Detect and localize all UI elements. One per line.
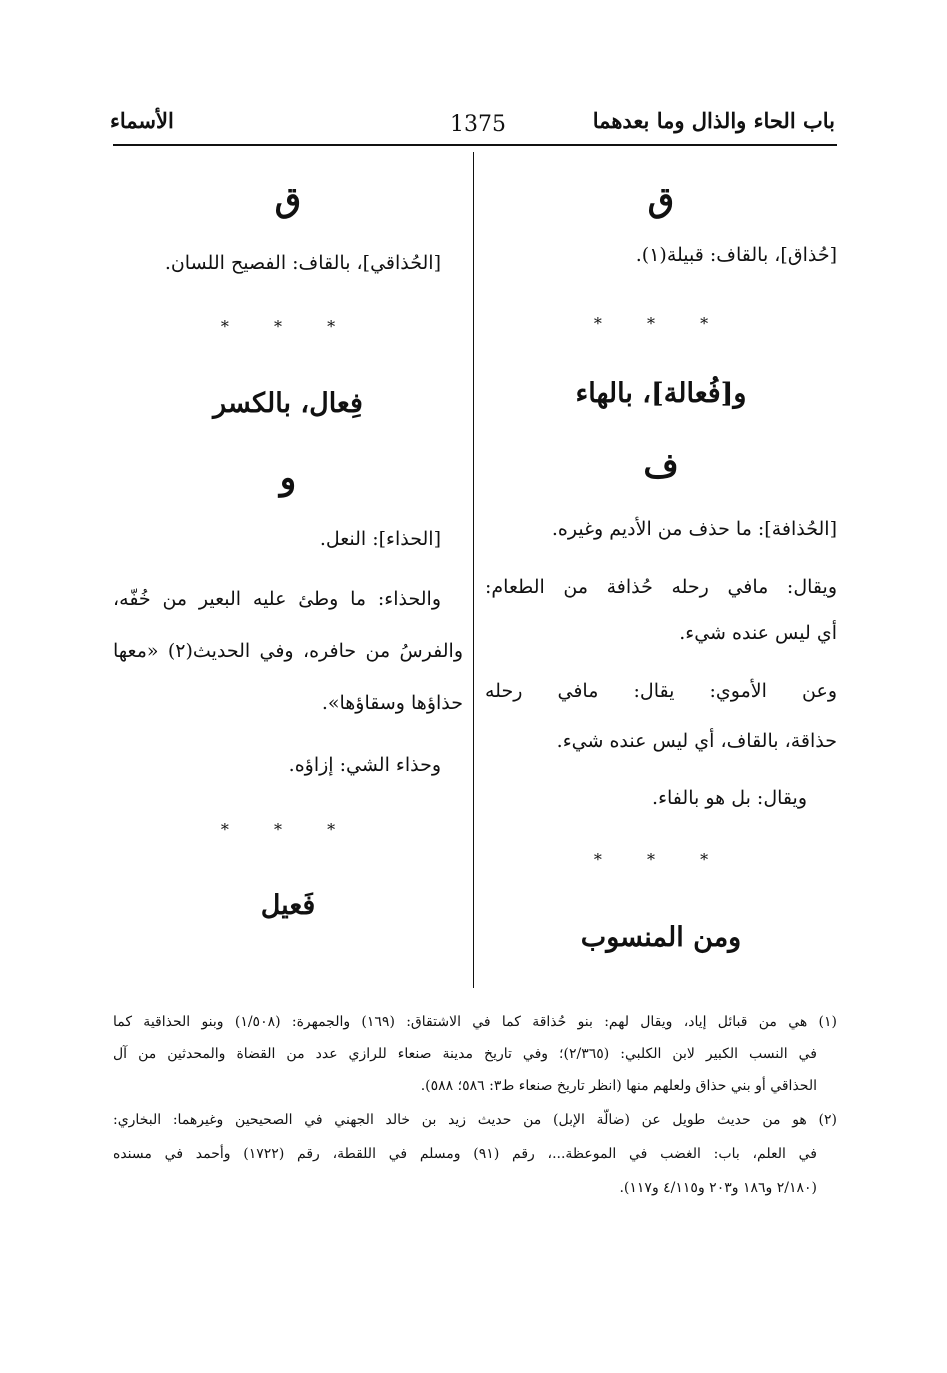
entry-hidha: [الحذاء]: النعل.: [319, 528, 441, 550]
letter-heading-waw: و: [279, 458, 297, 498]
chapter-title: باب الحاء والذال وما بعدهما: [592, 108, 835, 133]
page-header: [110, 108, 835, 144]
separator-stars: * * *: [220, 317, 356, 336]
footnote-line: في النسب الكبير لابن الكلبي: (٢/٣٦٥)؛ وفي تاريخ مدينة صنعاء للرازي عدد من القضاة والمحدثين من آل: [113, 1046, 817, 1062]
text-line: وحذاء الشي: إزاؤه.: [288, 754, 441, 776]
column-divider: [473, 152, 474, 988]
right-column: [485, 150, 837, 990]
footnote-line: (٢/١٨٠ و١٨٦ و٢٠٣ و٤/١١٥ و١١٧).: [619, 1180, 817, 1196]
footnote-line: في العلم، باب: الغضب في الموعظة...، رقم (٩١) ومسلم في اللقطة، رقم (١٧٢٢) وأحمد في مسنده: [113, 1146, 817, 1162]
entry-hudhafa: [الحُذافة]: ما حذف من الأديم وغيره.: [551, 518, 837, 540]
letter-heading-fa: ف: [643, 446, 679, 486]
text-line: والحذاء: ما وطئ عليه البعير من خُفّه،: [113, 588, 441, 610]
separator-stars: * * *: [593, 850, 729, 869]
header-rule: [113, 144, 837, 146]
text-line: أي ليس عنده شيء.: [679, 622, 837, 644]
letter-heading-qaf: ق: [647, 180, 675, 220]
section-heading-fail: فَعيل: [260, 890, 316, 921]
text-line: ويقال: بل هو بالفاء.: [652, 787, 807, 809]
text-line: ويقال: مافي رحله حُذافة من الطعام:: [485, 576, 837, 598]
left-column: [113, 150, 463, 990]
separator-stars: * * *: [593, 314, 729, 333]
section-heading-fial: فِعال، بالكسر: [213, 388, 363, 419]
footnote-line: (٢) هو من حديث طويل عن (ضالّة الإبل) من حديث زيد بن خالد الجهني في الصحيحين وغيرهما: البخاري:: [113, 1112, 837, 1128]
entry-hudhaqi: [الحُذاقي]، بالقاف: الفصيح اللسان.: [164, 252, 441, 274]
text-line: والفرسُ من حافره، وفي الحديث(٢) «معها: [113, 640, 463, 662]
letter-heading-qaf: ق: [274, 180, 302, 220]
section-title: الأسماء: [110, 108, 174, 133]
text-line: وعن الأموي: يقال: مافي رحله: [485, 680, 837, 702]
text-line: حذاقة، بالقاف، أي ليس عنده شيء.: [556, 730, 837, 752]
separator-stars: * * *: [220, 820, 356, 839]
section-heading-fuala: و[فُعالة]، بالهاء: [575, 378, 747, 409]
footnote-line: الحذاقي أو بني حذاق ولعلهم منها (انظر تاريخ صنعاء ط٣: ٥٨٦؛ ٥٨٨).: [420, 1078, 817, 1094]
text-line: حذاؤها وسقاؤها».: [321, 692, 463, 714]
footnote-line: (١) هي من قبائل إياد، ويقال لهم: بنو حُذاقة كما في الاشتقاق: (١٦٩) والجمهرة: (١/٥٠٨) وبنو الحذاقية كما: [113, 1014, 837, 1030]
page-number: 1375: [450, 112, 506, 137]
section-heading-mansub: ومن المنسوب: [580, 922, 742, 953]
entry-hudhaq: [حُذاق]، بالقاف: قبيلة(١).: [635, 244, 837, 266]
